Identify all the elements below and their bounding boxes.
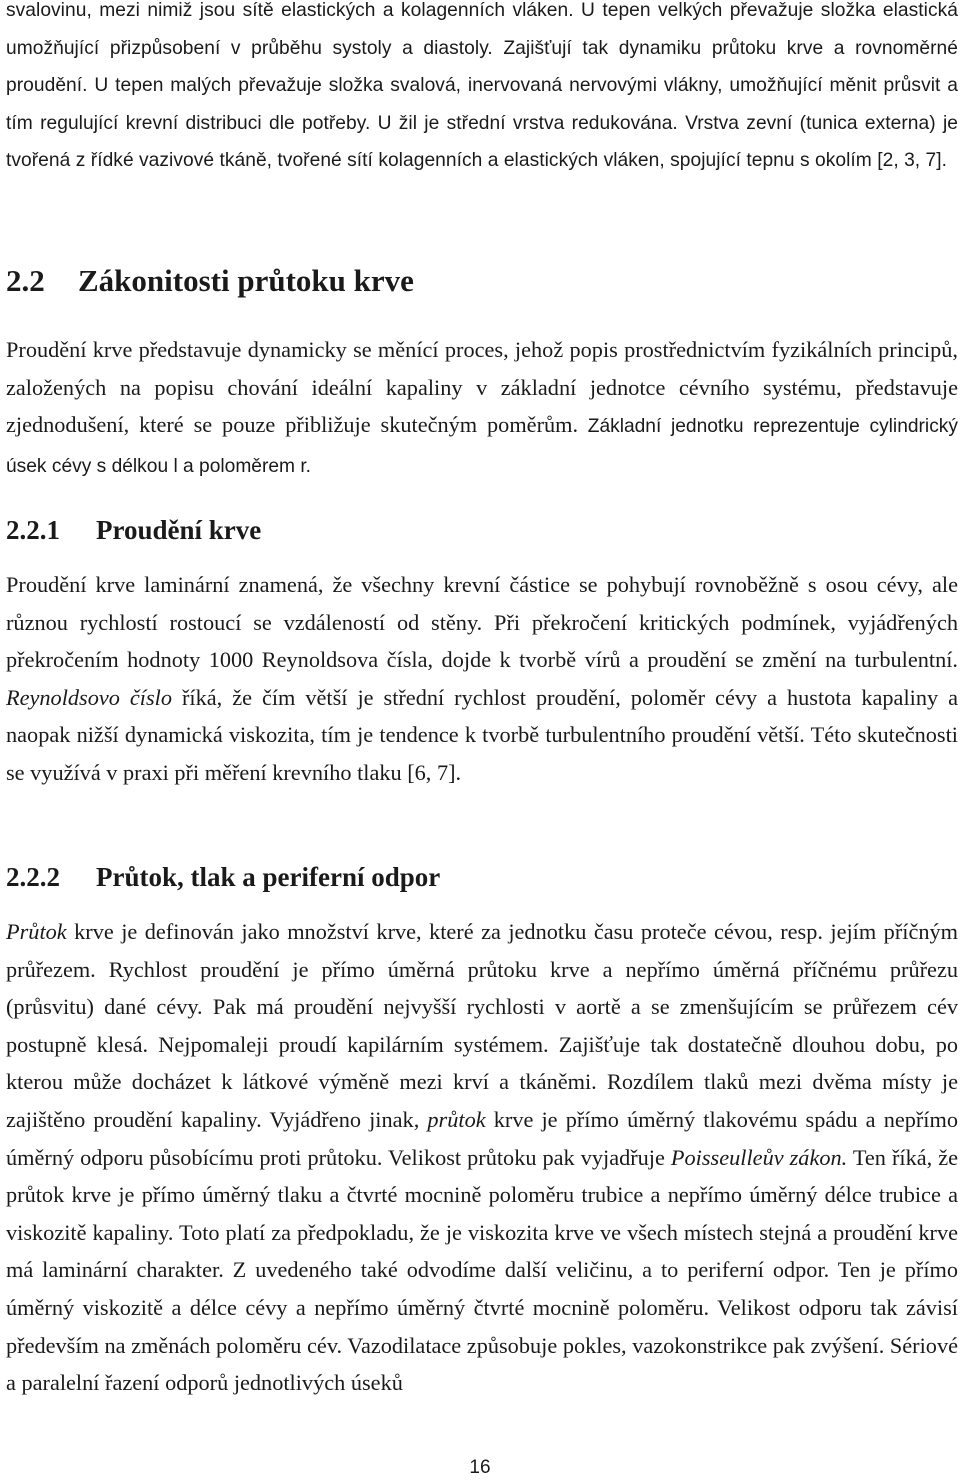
intro-paragraph	[6, 0, 958, 180]
section-heading-2-2-2	[6, 859, 440, 895]
paragraph-text-sans: Základní jednotku reprezentuje cylindrický úsek cévy s délkou l a poloměrem r.	[6, 416, 958, 477]
paragraph-text: Při překročení kritických podmínek, vyjádřených překročením hodnoty 1000 Reynoldsova čísla, dojde k tvorbě vírů a proudění se změní na turbulentní.	[6, 609, 958, 673]
paragraph-text: krve je definován jako množství krve, které za jednotku času proteče cévou, resp. jejím příčným průřezem.	[6, 919, 958, 982]
section-2-2-paragraph	[6, 331, 958, 485]
reynolds-number-term: Reynoldsovo číslo	[6, 684, 173, 710]
section-title: Průtok, tlak a periferní odpor	[96, 862, 441, 892]
paragraph-text: Proudění krve představuje dynamicky se měnící proces, jehož popis prostřednictvím fyzikálních principů, založených na popisu chování ideální kapaliny v základní jednotce cévního systému, představuje zjednodušení, které se pouze přibližuje skutečným poměrům.	[6, 337, 958, 438]
paragraph-text: krve je přímo úměrný tlakovému spádu a nepřímo úměrný odporu působícímu proti průtoku.	[6, 1106, 958, 1170]
section-number: 2.2	[6, 263, 45, 298]
section-heading-2-2-1	[6, 512, 261, 548]
paragraph-text: Rychlost proudění je přímo úměrná průtoku krve a nepřímo úměrná příčnému průřezu (průsvitu) dané cévy. Pak má proudění nejvyšší rychlosti v aortě a se zmenšujícím se průřezem cév postupně klesá. Nejpomaleji proudí kapilárním systémem. Zajišťuje tak dostatečně dlouhou dobu, po kterou může docházet k látkové výměně mezi krví a tkáněmi. Rozdílem tlaků mezi dvěma místy je zajištěno proudění kapaliny. Vyjádřeno jinak,	[6, 956, 958, 1132]
paragraph-text: Ten říká, že průtok krve je přímo úměrný tlaku a čtvrté mocnině poloměru trubice a nepřímo úměrný délce trubice a viskozitě kapaliny. Toto platí za předpokladu, že je viskozita krve ve všech místech stejná a proudění krve má laminární charakter. Z uvedeného také odvodíme další veličinu, a to periferní odpor. Ten je přímo úměrný viskozitě a délce cévy a nepřímo úměrný čtvrté mocnině poloměru. Velikost odporu tak závisí především na změnách poloměru cév. Vazodilatace způsobuje pokles, vazokonstrikce pak zvýšení. Sériové a paralelní řazení odporů jednotlivých úseků	[6, 1144, 958, 1396]
flow-term: Průtok	[6, 919, 67, 944]
poiseuille-law-term: Poisseulleův zákon.	[664, 1144, 848, 1170]
flow-term: průtok	[419, 1106, 486, 1132]
section-heading-2-2	[6, 261, 414, 301]
section-number: 2.2.2	[6, 862, 60, 892]
paragraph-text: říká, že čím větší je střední rychlost proudění, poloměr cévy a hustota kapaliny a naopak nižší dynamická viskozita, tím je tendence k tvorbě turbulentního proudění větší. Této skutečnosti se využívá v praxi při měření krevního tlaku [6, 7].	[6, 684, 959, 785]
intro-sentence-1: svalovinu, mezi nimiž jsou sítě elastických a kolagenních vláken. U tepen velkých převažuje složka elastická umožňující přizpůsobení v průběhu systoly a diastoly. Zajišťují tak dynamiku průtoku krve a rovnoměrné proudění. U tepen malých převažuje složka svalová, inervovaná nervovými vlákny, umožňující měnit průsvit a tím regulující krevní distribuci dle potřeby. U žil je střední vrstva redukována.	[6, 0, 958, 134]
section-2-2-1-paragraph	[6, 566, 958, 792]
intro-sentence-2: Vrstva zevní (tunica externa) je tvořená z řídké vazivové tkáně, tvořené sítí kolagenních a elastických vláken, spojující tepnu s okolím [2, 3, 7].	[6, 112, 958, 172]
paragraph-text: Velikost průtoku pak vyjadřuje	[382, 1144, 665, 1170]
section-2-2-2-paragraph	[6, 913, 958, 1402]
section-title: Zákonitosti průtoku krve	[78, 263, 414, 298]
section-number: 2.2.1	[6, 515, 60, 545]
paragraph-text: Proudění krve laminární znamená, že všechny krevní částice se pohybují rovnoběžně s osou cévy, ale různou rychlostí rostoucí se vzdáleností od stěny.	[6, 572, 958, 635]
section-title: Proudění krve	[96, 515, 262, 545]
page-number: 16	[469, 1457, 491, 1478]
